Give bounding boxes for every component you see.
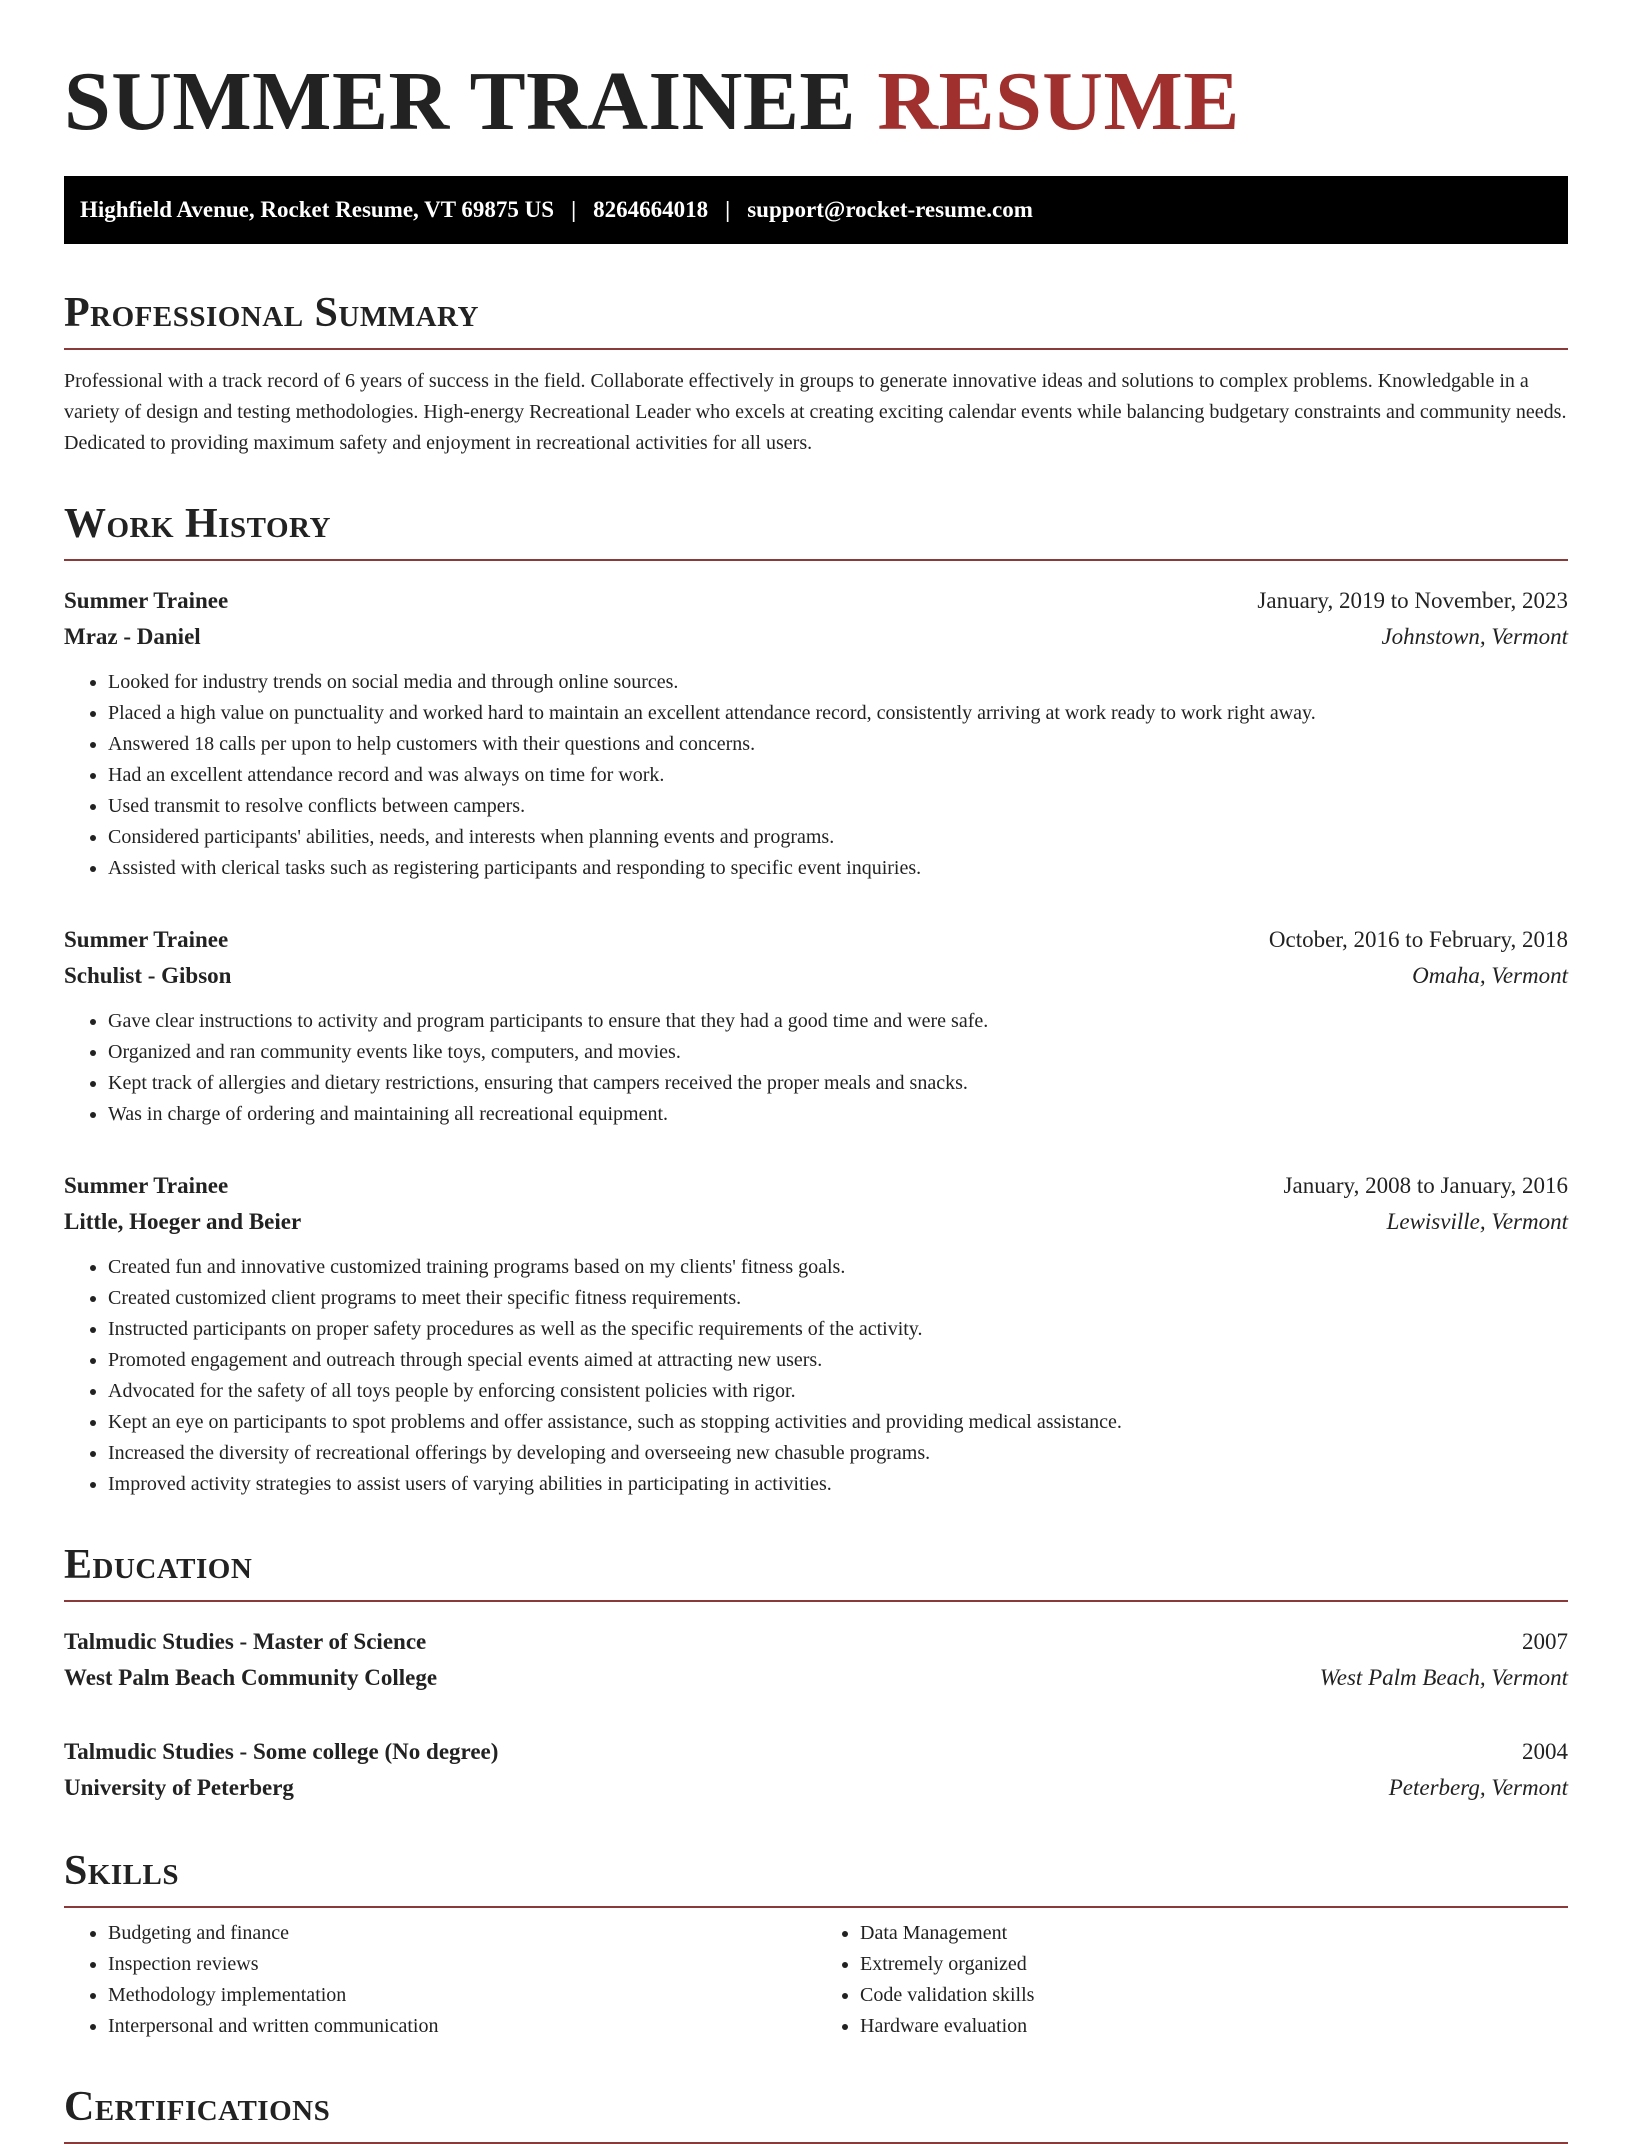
job-dates: October, 2016 to February, 2018 xyxy=(1268,927,1568,952)
job-subheader xyxy=(64,619,1568,655)
skill-item: • Extremely organized xyxy=(860,1949,1568,1980)
job-bullets xyxy=(64,667,1568,884)
list-item: • Promoted engagement and outreach through special events aimed at attracting new users. xyxy=(108,1345,1568,1376)
job-entry xyxy=(64,583,1568,884)
skill-item: • Interpersonal and written communication xyxy=(108,2011,816,2042)
job-subheader xyxy=(64,1204,1568,1240)
list-item: • Organized and ran community events like toys, computers, and movies. xyxy=(108,1037,1568,1068)
job-company: Little, Hoeger and Beier xyxy=(64,1209,302,1234)
job-location: Johnstown, Vermont xyxy=(1381,624,1568,649)
job-location: Omaha, Vermont xyxy=(1412,963,1568,988)
title-accent: RESUME xyxy=(877,55,1240,148)
job-bullets xyxy=(64,1006,1568,1130)
job-header xyxy=(64,1168,1568,1204)
job-dates: January, 2008 to January, 2016 xyxy=(1283,1173,1568,1198)
list-item: • Instructed participants on proper safety procedures as well as the specific requirements of the activity. xyxy=(108,1314,1568,1345)
skills-list-left xyxy=(64,1918,816,2042)
list-item: • Placed a high value on punctuality and worked hard to maintain an excellent attendance record, consistently arriving at work ready to work right away. xyxy=(108,698,1568,729)
title-main: SUMMER TRAINEE xyxy=(64,55,856,148)
skill-item: • Methodology implementation xyxy=(108,1980,816,2011)
skills-heading: Skills xyxy=(64,1846,1568,1908)
job-bullets xyxy=(64,1252,1568,1500)
list-item: • Kept track of allergies and dietary restrictions, ensuring that campers received the proper meals and snacks. xyxy=(108,1068,1568,1099)
education-header xyxy=(64,1734,1568,1770)
job-company: Mraz - Daniel xyxy=(64,624,201,649)
job-entry xyxy=(64,1168,1568,1500)
list-item: • Was in charge of ordering and maintaining all recreational equipment. xyxy=(108,1099,1568,1130)
job-dates: January, 2019 to November, 2023 xyxy=(1257,588,1568,613)
list-item: • Used transmit to resolve conflicts between campers. xyxy=(108,791,1568,822)
certifications-section xyxy=(64,2082,1568,2144)
summary-text: Professional with a track record of 6 years of success in the field. Collaborate effectively in groups to generate innovative ideas and solutions to complex problems. Knowledgable in a variety of design and testing methodologies. High-energy Recreational Leader who excels at creating exciting calendar events while balancing budgetary constraints and community needs. Dedicated to providing maximum safety and enjoyment in recreational activities for all users. xyxy=(64,370,1567,454)
contact-separator: | xyxy=(571,197,577,222)
work-history-section xyxy=(64,499,1568,1500)
job-title: Summer Trainee xyxy=(64,927,229,952)
skills-grid xyxy=(64,1918,1568,2042)
list-item: • Created customized client programs to meet their specific fitness requirements. xyxy=(108,1283,1568,1314)
job-company: Schulist - Gibson xyxy=(64,963,232,988)
job-location: Lewisville, Vermont xyxy=(1386,1209,1568,1234)
list-item: • Improved activity strategies to assist users of varying abilities in participating in activities. xyxy=(108,1469,1568,1500)
education-header xyxy=(64,1624,1568,1660)
list-item: • Created fun and innovative customized training programs based on my clients' fitness goals. xyxy=(108,1252,1568,1283)
contact-phone: 8264664018 xyxy=(593,197,709,222)
education-subheader xyxy=(64,1770,1568,1806)
education-section xyxy=(64,1540,1568,1806)
job-header xyxy=(64,583,1568,619)
education-subheader xyxy=(64,1660,1568,1696)
job-title: Summer Trainee xyxy=(64,1173,229,1198)
skills-list-right xyxy=(816,1918,1568,2042)
education-year: 2004 xyxy=(1522,1739,1568,1764)
education-degree: Talmudic Studies - Some college (No degree) xyxy=(64,1739,499,1764)
education-entry xyxy=(64,1734,1568,1806)
resume-title xyxy=(64,52,1568,152)
certifications-heading: Certifications xyxy=(64,2082,1568,2144)
education-year: 2007 xyxy=(1522,1629,1568,1654)
list-item: • Answered 18 calls per upon to help customers with their questions and concerns. xyxy=(108,729,1568,760)
job-title: Summer Trainee xyxy=(64,588,229,613)
list-item: • Assisted with clerical tasks such as registering participants and responding to specific event inquiries. xyxy=(108,853,1568,884)
work-history-heading: Work History xyxy=(64,499,1568,561)
list-item: • Considered participants' abilities, needs, and interests when planning events and programs. xyxy=(108,822,1568,853)
contact-email: support@rocket-resume.com xyxy=(747,197,1033,222)
list-item: • Gave clear instructions to activity and program participants to ensure that they had a good time and were safe. xyxy=(108,1006,1568,1037)
education-heading: Education xyxy=(64,1540,1568,1602)
contact-bar xyxy=(64,176,1568,244)
education-location: West Palm Beach, Vermont xyxy=(1319,1665,1568,1690)
skill-item: • Inspection reviews xyxy=(108,1949,816,1980)
list-item: • Kept an eye on participants to spot problems and offer assistance, such as stopping activities and providing medical assistance. xyxy=(108,1407,1568,1438)
job-entry xyxy=(64,922,1568,1130)
education-location: Peterberg, Vermont xyxy=(1388,1775,1568,1800)
list-item: • Looked for industry trends on social media and through online sources. xyxy=(108,667,1568,698)
summary-section xyxy=(64,288,1568,459)
skill-item: • Budgeting and finance xyxy=(108,1918,816,1949)
job-header xyxy=(64,922,1568,958)
list-item: • Increased the diversity of recreational offerings by developing and overseeing new chasuble programs. xyxy=(108,1438,1568,1469)
list-item: • Had an excellent attendance record and was always on time for work. xyxy=(108,760,1568,791)
summary-heading: Professional Summary xyxy=(64,288,1568,350)
education-entry xyxy=(64,1624,1568,1696)
skill-item: • Hardware evaluation xyxy=(860,2011,1568,2042)
education-school: West Palm Beach Community College xyxy=(64,1665,438,1690)
list-item: • Advocated for the safety of all toys people by enforcing consistent policies with rigor. xyxy=(108,1376,1568,1407)
skill-item: • Data Management xyxy=(860,1918,1568,1949)
education-degree: Talmudic Studies - Master of Science xyxy=(64,1629,427,1654)
contact-separator: | xyxy=(725,197,731,222)
job-subheader xyxy=(64,958,1568,994)
skill-item: • Code validation skills xyxy=(860,1980,1568,2011)
skills-section xyxy=(64,1846,1568,2042)
contact-address: Highfield Avenue, Rocket Resume, VT 69875 US xyxy=(80,197,555,222)
education-school: University of Peterberg xyxy=(64,1775,294,1800)
